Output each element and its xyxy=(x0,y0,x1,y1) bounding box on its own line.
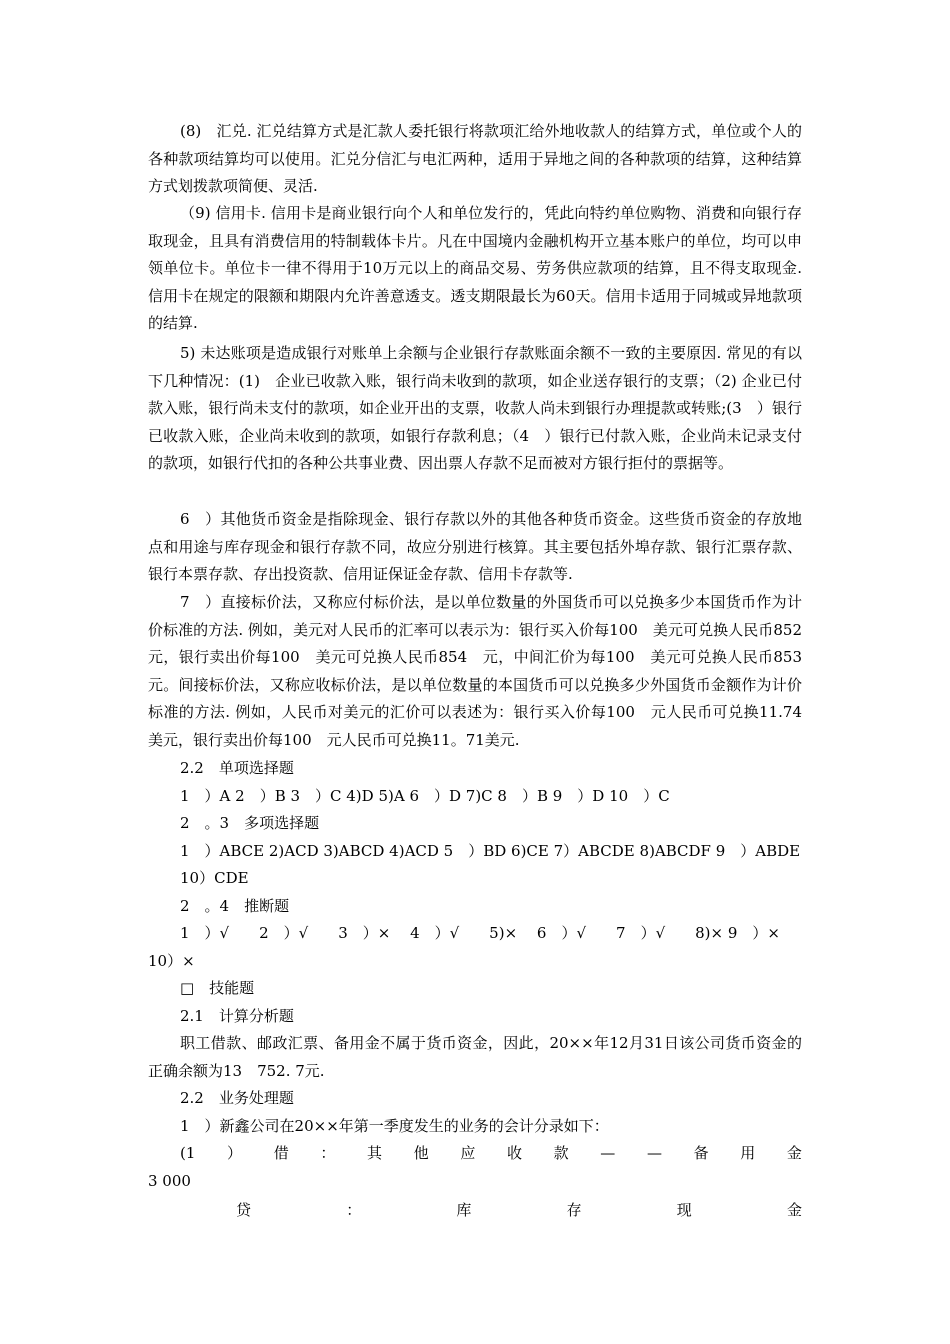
entry-token: ： xyxy=(346,1201,362,1219)
entry-token: — xyxy=(646,1144,662,1162)
paragraph-6-other-monetary-funds xyxy=(148,506,802,589)
entry-token: 应 xyxy=(460,1144,476,1162)
section-heading-judgement: 2 。4 推断题 xyxy=(180,896,290,915)
section-heading-single-choice: 2.2 单项选择题 xyxy=(180,759,294,777)
entry-token: 贷 xyxy=(236,1201,252,1219)
paragraph-7-exchange-quotation xyxy=(148,589,818,754)
skills-heading: □ 技能题 xyxy=(180,979,255,997)
skills-section xyxy=(148,975,802,1225)
paragraph-text: 6 ）其他货币资金是指除现金、银行存款以外的其他各种货币资金。这些货币资金的存放地点和用途与库存现金和银行存款不同，故应分别进行核算。其主要包括外埠存款、银行汇票存款、银行本票存款、存出投资款、信用证保证金存款、信用卡存款等. xyxy=(148,510,802,583)
entry-token: 现 xyxy=(676,1201,692,1219)
paragraph-text: （9) 信用卡. 信用卡是商业银行向个人和单位发行的，凭此向特约单位购物、消费和向银行存取现金，且具有消费信用的特制载体卡片。凡在中国境内金融机构开立基本账户的单位，均可以申领单位卡。单位卡一律不得用于10万元以上的商品交易、劳务供应款项的结算，且不得支取现金. 信用卡在规定的限额和期限内允许善意透支。透支期限最长为60天。信用卡适用于同城或异地款项的结算. xyxy=(148,204,802,332)
entry-token: 金 xyxy=(786,1201,802,1219)
paragraph-text: 7 ）直接标价法，又称应付标价法，是以单位数量的外国货币可以兑换多少本国货币作为计价标准的方法. 例如，美元对人民币的汇率可以表示为：银行买入价每100 美元可兑换人民币852 元，银行卖出价每100 美元可兑换人民币854 元，中间汇价为每100 美元可兑换人民币853 元。间接标价法，又称应收标价法，是以单位数量的本国货币可以兑换多少外国货币金额作为计价标准的方法. 例如，人民币对美元的汇价可以表述为：银行买入价每100 元人民币可兑换11.74 美元，银行卖出价每100 元人民币可兑换11。71美元. xyxy=(148,593,818,749)
paragraph-5-outstanding-items xyxy=(148,340,802,478)
section-heading-business-processing: 2.2 业务处理题 xyxy=(180,1089,294,1107)
paragraph-text: (8) 汇兑. 汇兑结算方式是汇款人委托银行将款项汇给外地收款人的结算方式，单位或个人的各种款项结算均可以使用。汇兑分信汇与电汇两种，适用于异地之间的各种款项的结算，这种结算方式划拨款项简便、灵活. xyxy=(148,122,802,195)
entry-token: 其 xyxy=(367,1144,383,1162)
entry-token: 款 xyxy=(553,1144,569,1162)
calculation-answer: 职工借款、邮政汇票、备用金不属于货币资金，因此，20××年12月31日该公司货币资金的正确余额为13 752. 7元. xyxy=(148,1034,802,1080)
paragraph-8-remittance xyxy=(148,118,802,201)
entry-token: 金 xyxy=(786,1144,802,1162)
entry-token: — xyxy=(600,1144,616,1162)
answer-section xyxy=(148,755,802,975)
journal-intro: 1 ）新鑫公司在20××年第一季度发生的业务的会计分录如下： xyxy=(180,1116,609,1135)
journal-entry-debit xyxy=(148,1140,802,1168)
entry-token: ） xyxy=(227,1144,243,1162)
entry-token: 收 xyxy=(506,1144,522,1162)
journal-entry-credit xyxy=(148,1197,802,1225)
entry-token: 备 xyxy=(693,1144,709,1162)
paragraph-9-credit-card xyxy=(148,200,802,338)
entry-token: 借 xyxy=(273,1144,289,1162)
multiple-choice-answers: 1 ）ABCE 2)ACD 3)ABCD 4)ACD 5 ）BD 6)CE 7）ABCDE 8)ABCDF 9 ）ABDE xyxy=(180,841,801,860)
section-heading-multiple-choice: 2 。3 多项选择题 xyxy=(180,814,320,832)
multiple-choice-answers-continued: 10）CDE xyxy=(180,869,249,887)
single-choice-answers: 1 ）A 2 ）B 3 ）C 4)D 5)A 6 ）D 7)C 8 ）B 9 ）D 10 ）C xyxy=(180,786,670,805)
entry-token: 库 xyxy=(456,1201,472,1219)
entry-token: ： xyxy=(320,1144,336,1162)
entry-token: 他 xyxy=(413,1144,429,1162)
journal-entry-debit-amount: 3 000 xyxy=(148,1171,191,1190)
entry-token: (1 xyxy=(180,1144,196,1162)
section-heading-calculation: 2.1 计算分析题 xyxy=(180,1006,294,1025)
judgement-answers: 1 ）√ 2 ）√ 3 ）× 4 ）√ 5)× 6 ）√ 7 ）√ 8)× 9 ）× xyxy=(180,924,780,942)
paragraph-text: 5) 未达账项是造成银行对账单上余额与企业银行存款账面余额不一致的主要原因. 常见的有以下几种情况：(1) 企业已收款入账，银行尚未收到的款项，如企业送存银行的支票；（2) 企业已付款入账，银行尚未支付的款项，如企业开出的支票，收款人尚未到银行办理提款或转账;(3 ）银行已收款入账，企业尚未收到的款项，如银行存款利息；（4 ）银行已付款入账，企业尚未记录支付的款项，如银行代扣的各种公共事业费、因出票人存款不足而被对方银行拒付的票据等。 xyxy=(148,344,802,472)
judgement-answers-continued: 10）× xyxy=(148,951,195,970)
entry-token: 存 xyxy=(566,1201,582,1219)
entry-token: 用 xyxy=(740,1144,756,1162)
